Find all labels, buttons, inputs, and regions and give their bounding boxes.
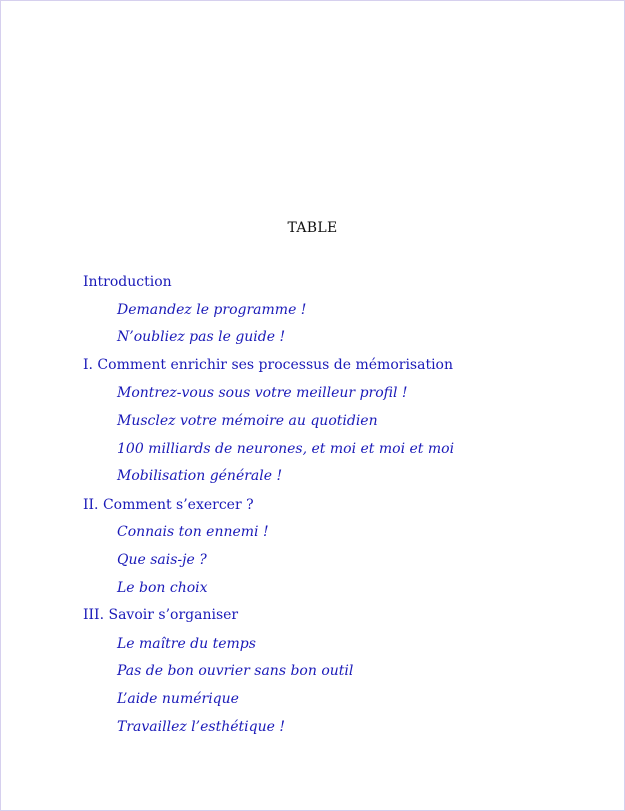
page-title: TABLE <box>287 220 338 236</box>
toc-entry-le-maitre-du-temps[interactable]: Le maître du temps <box>117 636 256 652</box>
toc-entry-que-sais-je[interactable]: Que sais-je ? <box>117 552 207 568</box>
toc-entry-travaillez-lesthetique[interactable]: Travaillez l’esthétique ! <box>117 719 285 735</box>
toc-entry-part-3[interactable]: III. Savoir s’organiser <box>83 607 239 623</box>
toc-entry-100-milliards[interactable]: 100 milliards de neurones, et moi et moi et moi <box>117 441 455 457</box>
toc-entry-demandez-le-programme[interactable]: Demandez le programme ! <box>117 302 307 318</box>
toc-entry-aide-numerique[interactable]: L’aide numérique <box>117 691 239 707</box>
toc-entry-part-2[interactable]: II. Comment s’exercer ? <box>83 497 254 513</box>
toc-entry-introduction[interactable]: Introduction <box>83 274 172 290</box>
toc-entry-part-1[interactable]: I. Comment enrichir ses processus de mémorisation <box>83 357 453 373</box>
toc-entry-mobilisation-generale[interactable]: Mobilisation générale ! <box>117 468 283 484</box>
toc-entry-noubliez-pas-le-guide[interactable]: N’oubliez pas le guide ! <box>117 329 286 345</box>
toc-entry-musclez-votre-memoire[interactable]: Musclez votre mémoire au quotidien <box>117 413 378 429</box>
toc-entry-bon-ouvrier-bon-outil[interactable]: Pas de bon ouvrier sans bon outil <box>117 663 354 679</box>
toc-entry-le-bon-choix[interactable]: Le bon choix <box>117 580 208 596</box>
toc-entry-meilleur-profil[interactable]: Montrez-vous sous votre meilleur profil ! <box>117 385 408 401</box>
toc-entry-connais-ton-ennemi[interactable]: Connais ton ennemi ! <box>117 524 269 540</box>
